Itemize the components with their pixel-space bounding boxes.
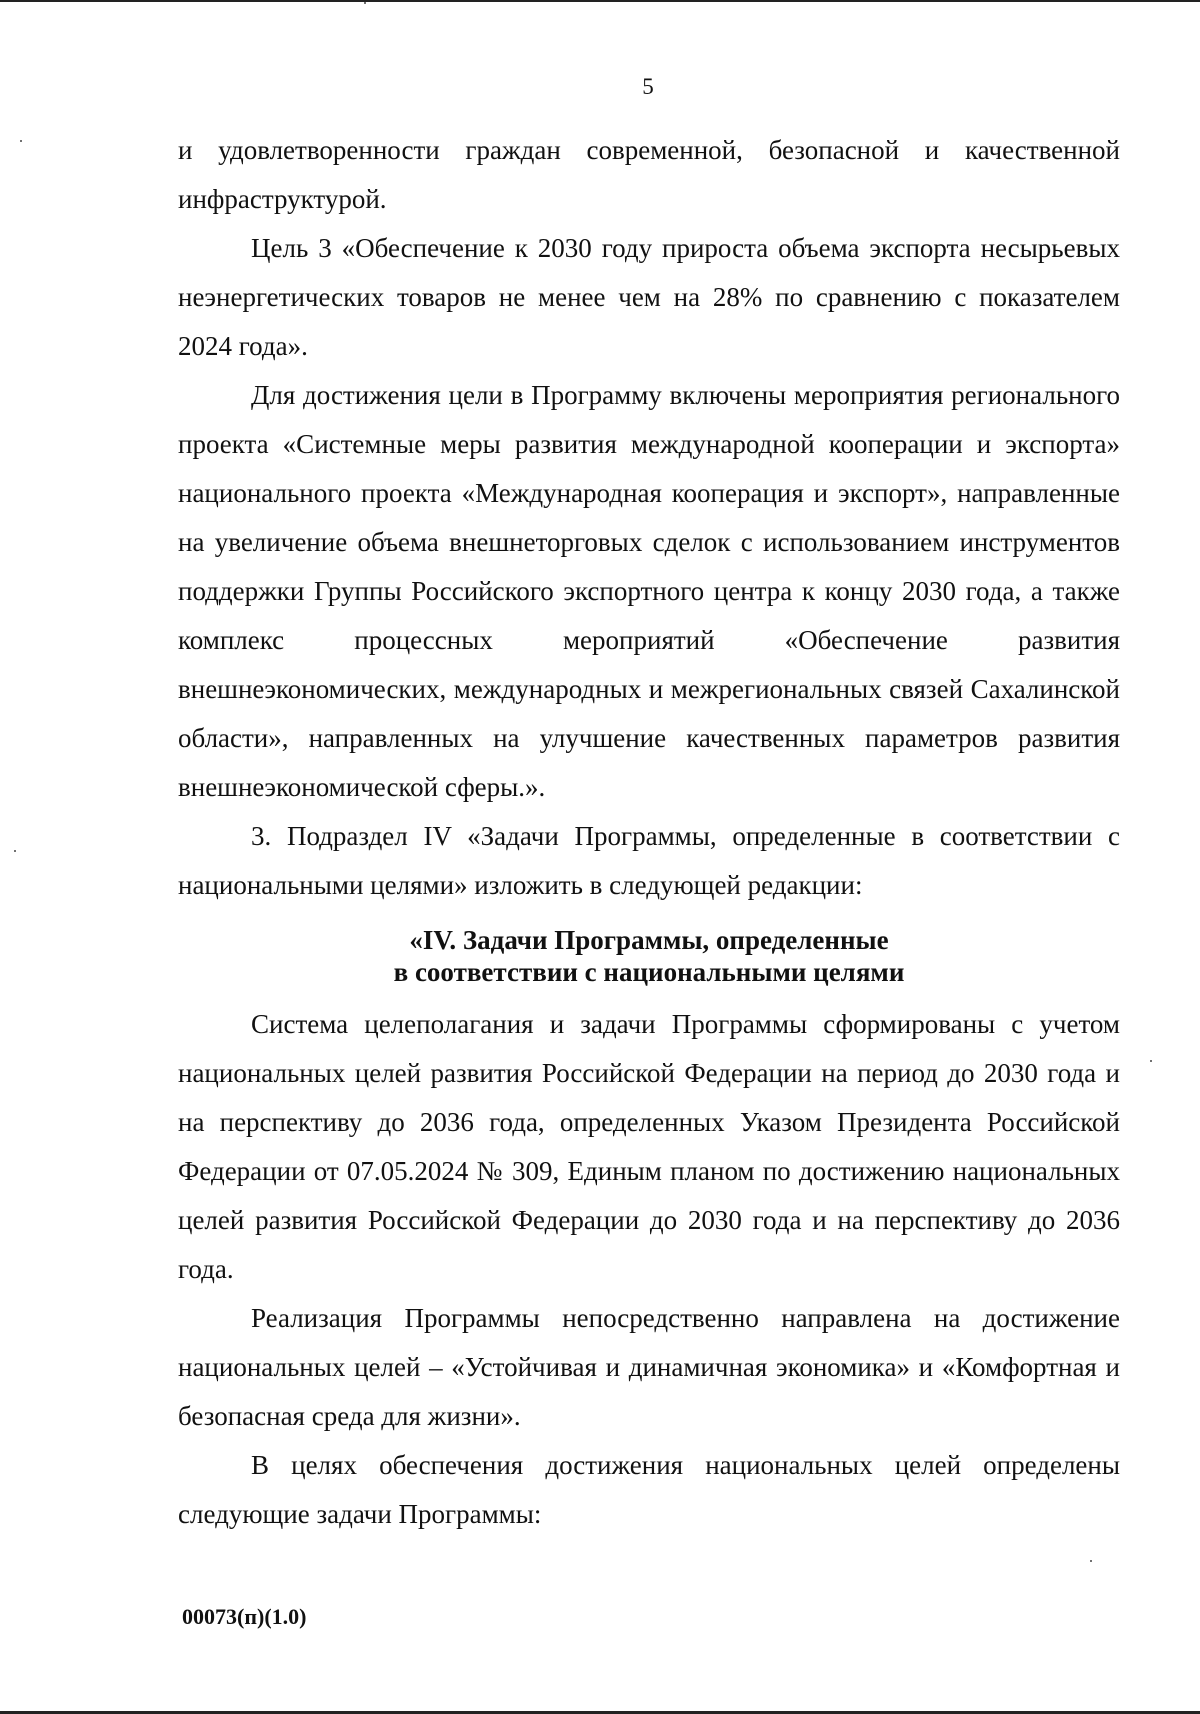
paragraph-continuation: и удовлетворенности граждан современной, безопасной и качественной инфраструктурой.	[178, 135, 1120, 214]
paragraph-implementation: Реализация Программы непосредственно направлена на достижение национальных целей – «Устойчивая и динамичная экономика» и «Комфортная и безопасная среда для жизни».	[178, 1303, 1120, 1431]
paragraph-goal-measures: Для достижения цели в Программу включены мероприятия регионального проекта «Системные меры развития международной кооперации и экспорта» национального проекта «Международная кооперация и экспорт», направленные на увеличение объема внешнеторговых сделок с использованием инструментов поддержки Группы Российского экспортного центра к концу 2030 года, а также комплекс процессных мероприятий «Обеспечение развития внешнеэкономических, международных и межрегиональных связей Сахалинской области», направленных на улучшение качественных параметров развития внешнеэкономической сферы.».	[178, 380, 1120, 802]
section-heading-line-1: «IV. Задачи Программы, определенные	[409, 925, 889, 955]
paragraph-goal-3: Цель 3 «Обеспечение к 2030 году прироста объема экспорта несырьевых неэнергетических товаров не менее чем на 28% по сравнению с показателем 2024 года».	[178, 233, 1120, 361]
section-heading	[178, 924, 1120, 988]
scan-speck	[1150, 1060, 1152, 1062]
paragraph-goal-setting: Система целеполагания и задачи Программы сформированы с учетом национальных целей развития Российской Федерации на период до 2030 года и на перспективу до 2036 года, определенных Указом Президента Российской Федерации от 07.05.2024 № 309, Единым планом по достижению национальных целей развития Российской Федерации до 2030 года и на перспективу до 2036 года.	[178, 1009, 1120, 1284]
document-body	[178, 126, 1120, 1539]
scan-speck	[364, 2, 366, 4]
scan-speck	[20, 140, 22, 142]
document-code: 00073(п)(1.0)	[182, 1604, 307, 1629]
section-heading-line-2: в соответствии с национальными целями	[393, 957, 905, 987]
paragraph-tasks-intro: В целях обеспечения достижения национальных целей определены следующие задачи Программы:	[178, 1450, 1120, 1529]
scan-edge-top	[0, 0, 1200, 6]
scan-edge-bottom	[0, 1710, 1200, 1714]
paragraph-amendment-3: 3. Подраздел IV «Задачи Программы, определенные в соответствии с национальными целями» изложить в следующей редакции:	[178, 821, 1120, 900]
scan-speck	[1090, 1560, 1092, 1562]
page-number: 5	[642, 74, 654, 99]
scan-speck	[14, 850, 16, 852]
